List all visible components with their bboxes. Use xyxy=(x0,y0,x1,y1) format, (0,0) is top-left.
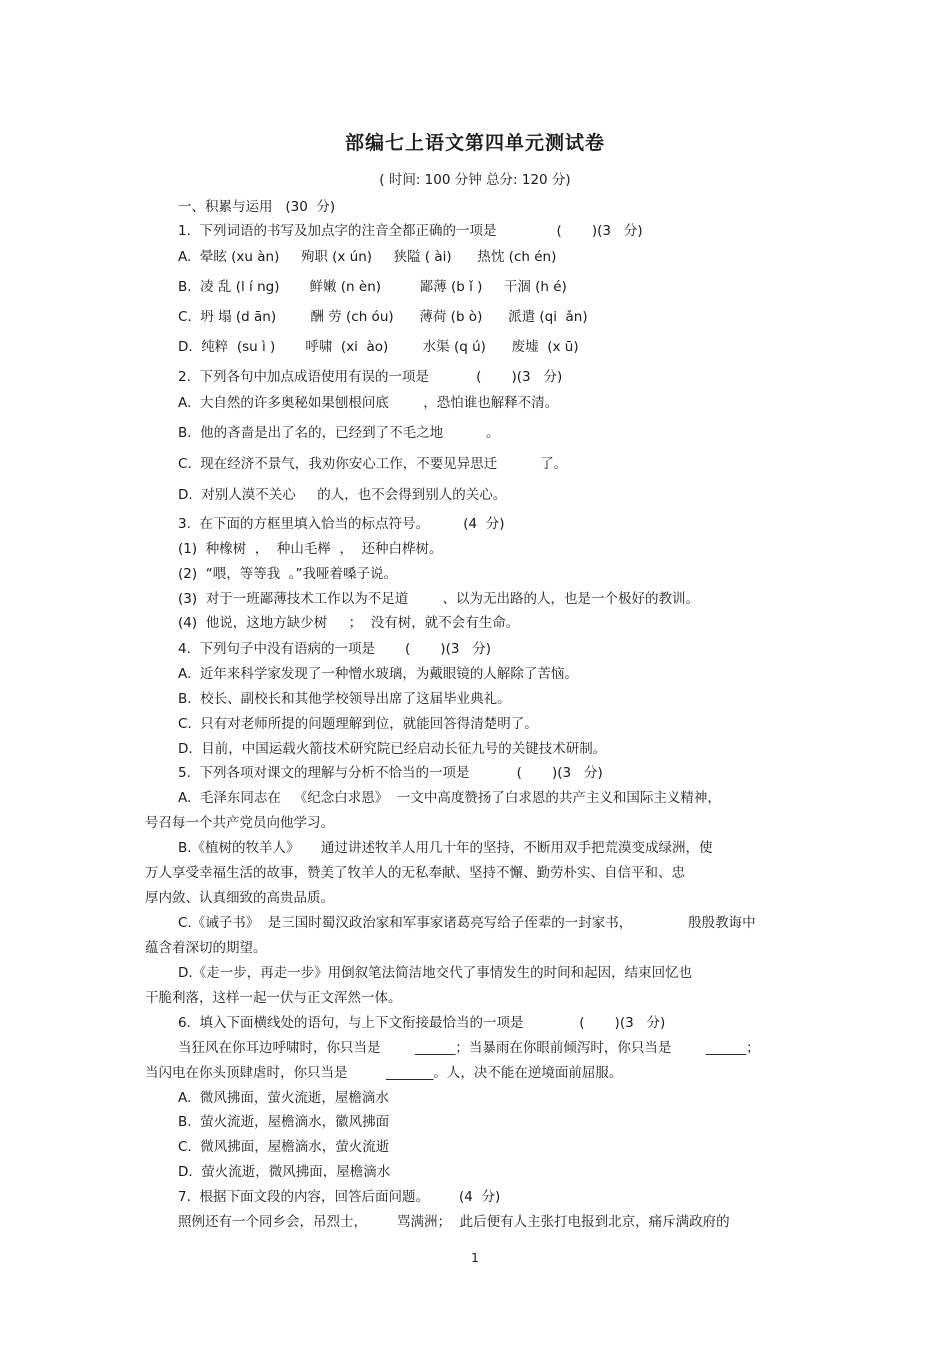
text-line: 1. 下列词语的书写及加点字的注音全都正确的一项是 ( )(3 分) xyxy=(178,223,643,239)
exam-info: ( 时间: 100 分钟 总分: 120 分) xyxy=(379,172,571,188)
text-line: 一、积累与运用 (30 分) xyxy=(178,199,336,215)
text-line: A. 晕眩 (xu àn) 殉职 (x ún) 狭隘 ( ài) 热忱 (ch én) xyxy=(178,249,557,265)
text-line: D. 萤火流逝，微风拂面，屋檐滴水 xyxy=(178,1164,391,1180)
text-line: B. 校长、副校长和其他学校领导出席了这届毕业典礼。 xyxy=(178,691,511,707)
page-number: 1 xyxy=(471,1251,479,1265)
text-line: C.《诫子书》 是三国时蜀汉政治家和军事家诸葛亮写给子侄辈的一封家书， 殷殷教诲中 xyxy=(178,915,756,931)
text-line: (3) 对于一班鄙薄技术工作以为不足道 、以为无出路的人，也是一个极好的教训。 xyxy=(178,591,700,607)
text-line: A. 近年来科学家发现了一种憎水玻璃，为戴眼镜的人解除了苦恼。 xyxy=(178,666,578,682)
document-title: 部编七上语文第四单元测试卷 xyxy=(344,132,605,154)
text-line: 4. 下列句子中没有语病的一项是 ( )(3 分) xyxy=(178,641,492,657)
text-line: C. 微风拂面，屋檐滴水，萤火流逝 xyxy=(178,1139,390,1155)
text-line: A. 大自然的许多奥秘如果刨根问底 ，恐怕谁也解释不清。 xyxy=(178,395,559,411)
text-line: 7. 根据下面文段的内容，回答后面问题。 (4 分) xyxy=(178,1189,501,1205)
text-line: D.《走一步，再走一步》用倒叙笔法简洁地交代了事情发生的时间和起因，结束回忆也 xyxy=(178,965,693,981)
text-line: B.《植树的牧羊人》 通过讲述牧羊人用几十年的坚持，不断用双手把荒漠变成绿洲，使 xyxy=(178,840,713,856)
text-line: A. 毛泽东同志在 《纪念白求恩》 一文中高度赞扬了白求恩的共产主义和国际主义精神， xyxy=(178,790,721,806)
text-line: 5. 下列各项对课文的理解与分析不恰当的一项是 ( )(3 分) xyxy=(178,765,603,781)
text-line: B. 萤火流逝，屋檐滴水，徽风拂面 xyxy=(178,1114,390,1130)
text-line: 厚内敛、认真细致的高贵品质。 xyxy=(145,890,334,906)
text-line: D. 对别人漠不关心 的人，也不会得到别人的关心。 xyxy=(178,487,507,503)
text-line: (4) 他说，这地方缺少树 ； 没有树，就不会有生命。 xyxy=(178,615,520,631)
text-line: B. 他的吝啬是出了名的，已经到了不毛之地 。 xyxy=(178,425,500,441)
text-line: 3. 在下面的方框里填入恰当的标点符号。 (4 分) xyxy=(178,516,505,532)
text-line: C. 只有对老师所提的问题理解到位，就能回答得清楚明了。 xyxy=(178,716,538,732)
text-line: 号召每一个共产党员向他学习。 xyxy=(145,815,334,831)
text-line: C. 坍 塌 (d ān) 酬 劳 (ch óu) 薄荷 (b ò) 派遣 (qi ǎn) xyxy=(178,309,588,325)
text-line: 当狂风在你耳边呼啸时，你只当是 ______；当暴雨在你眼前倾泻时，你只当是 ______； xyxy=(178,1040,760,1056)
text-line: 2. 下列各句中加点成语使用有误的一项是 ( )(3 分) xyxy=(178,369,563,385)
text-line: 当闪电在你头顶肆虐时，你只当是 _______。人，决不能在逆境面前屈服。 xyxy=(145,1065,623,1081)
text-line: (2) “喂，等等我 。”我哑着嗓子说。 xyxy=(178,566,398,582)
text-line: 6. 填入下面横线处的语句，与上下文衔接最恰当的一项是 ( )(3 分) xyxy=(178,1015,666,1031)
text-line: D. 目前，中国运载火箭技术研究院已经启动长征九号的关键技术研制。 xyxy=(178,741,607,757)
text-line: 照例还有一个同乡会，吊烈士， 骂满洲； 此后便有人主张打电报到北京，痛斥满政府的 xyxy=(178,1214,730,1230)
text-line: 蕴含着深切的期望。 xyxy=(145,940,267,956)
text-line: (1) 种橡树 ， 种山毛榉 ， 还种白桦树。 xyxy=(178,541,443,557)
text-line: B. 凌 乱 (l í ng) 鲜嫩 (n èn) 鄙薄 (b ǐ ) 干涸 (h é) xyxy=(178,279,567,295)
text-line: A. 微风拂面，萤火流逝，屋檐滴水 xyxy=(178,1090,389,1106)
text-line: 干脆利落，这样一起一伏与正文浑然一体。 xyxy=(145,990,402,1006)
text-line: D. 纯粹 (su ì ) 呼啸 (xi ào) 水渠 (q ú) 废墟 (x ū) xyxy=(178,339,579,355)
text-line: C. 现在经济不景气，我劝你安心工作，不要见异思迁 了。 xyxy=(178,456,568,472)
text-line: 万人享受幸福生活的故事，赞美了牧羊人的无私奉献、坚持不懈、勤劳朴实、自信平和、忠 xyxy=(145,865,685,881)
